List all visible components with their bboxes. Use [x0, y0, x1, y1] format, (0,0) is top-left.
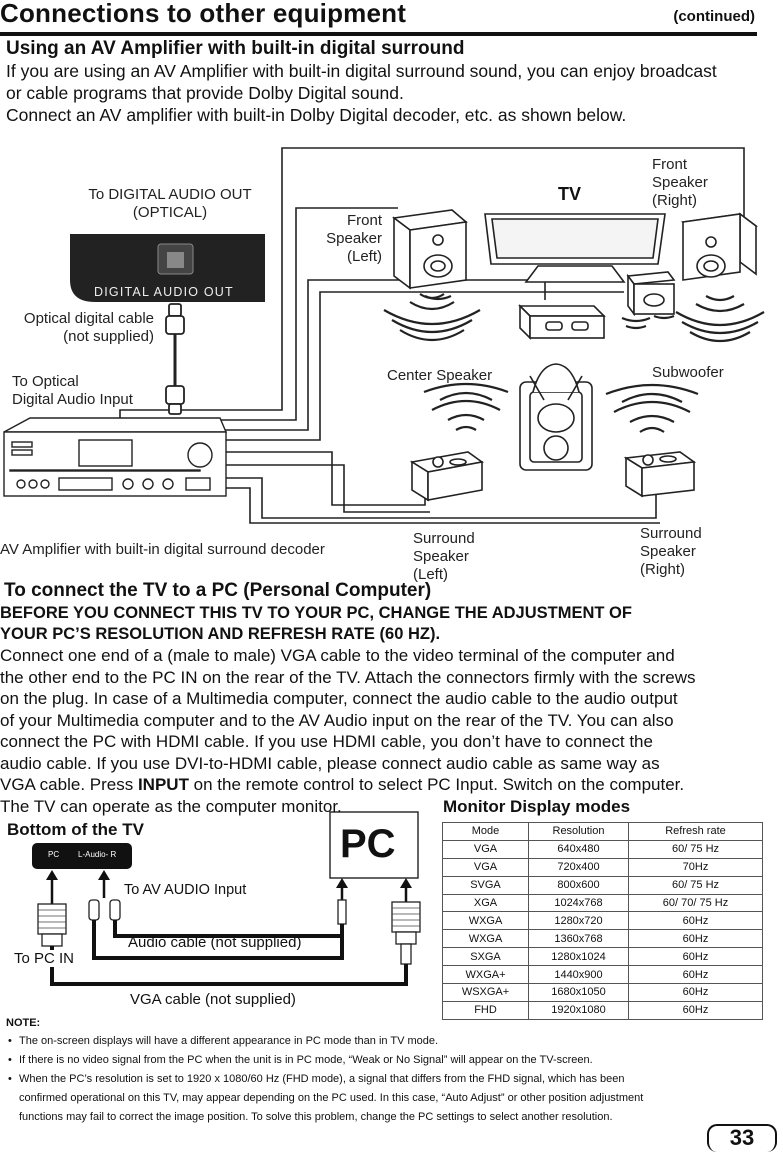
table-cell: 70Hz	[629, 858, 763, 876]
label-line: (Left)	[346, 248, 382, 265]
table-cell: 60Hz	[629, 1001, 763, 1019]
label-line: (not supplied)	[63, 328, 154, 345]
warning-line: YOUR PC’S RESOLUTION AND REFRESH RATE (60 HZ).	[0, 625, 441, 643]
label-line: Speaker	[326, 230, 382, 247]
column-header: Refresh rate	[629, 823, 763, 841]
port-pc-label: PC	[48, 850, 60, 859]
table-row	[443, 984, 763, 1002]
label-front-right	[652, 156, 708, 210]
table-row	[443, 894, 763, 912]
label-line: Surround	[413, 530, 475, 547]
subwoofer	[628, 272, 674, 314]
front-right-speaker	[683, 214, 756, 280]
label-line: (Left)	[413, 566, 449, 583]
monitor-modes-title: Monitor Display modes	[443, 797, 631, 816]
note-text: When the PC’s resolution is set to 1920 x 1080/60 Hz (FHD mode), a signal that differs from the FHD signal, which has been	[19, 1073, 625, 1085]
note-item	[8, 1032, 738, 1051]
note-title: NOTE:	[6, 1017, 41, 1029]
bullet: •	[8, 1073, 12, 1085]
note-continuation: functions may fail to correct the image position. To solve this problem, change the PC settings to select another resolution.	[19, 1111, 613, 1123]
table-row	[443, 930, 763, 948]
note-continuation: confirmed operational on this TV, may appear depending on the PC used. In this case, “Auto Adjust” or other position adjustment	[19, 1092, 644, 1104]
continued-label: (continued)	[673, 8, 755, 25]
label-line: Speaker	[640, 543, 696, 560]
table-cell: WXGA	[443, 912, 529, 930]
label-subwoofer: Subwoofer	[652, 364, 724, 381]
tv-drawing	[485, 214, 665, 282]
label-line: Speaker	[652, 174, 708, 191]
table-cell: 1360x768	[529, 930, 629, 948]
table-cell: SVGA	[443, 876, 529, 894]
label-line: (Right)	[652, 192, 698, 209]
page-number: 33	[729, 1125, 755, 1150]
table-row	[443, 948, 763, 966]
monitor-modes-table	[442, 822, 763, 1020]
text-run: VGA cable. Press	[0, 775, 138, 794]
listener-figure	[520, 364, 592, 470]
table-cell: 1680x1050	[529, 984, 629, 1002]
label-line: Digital Audio Input	[12, 391, 133, 408]
label-front-left	[300, 212, 382, 266]
label-to-digital-out	[80, 186, 260, 222]
table-row	[443, 1001, 763, 1019]
input-key-name: INPUT	[137, 775, 189, 794]
surround-right-speaker	[626, 452, 694, 496]
table-cell: 60Hz	[629, 948, 763, 966]
label-line: To Optical	[12, 373, 79, 390]
surround-left-speaker	[412, 452, 482, 500]
table-cell: WXGA	[443, 930, 529, 948]
table-cell: WSXGA+	[443, 984, 529, 1002]
pc-box-label: PC	[340, 822, 396, 866]
table-cell: 800x600	[529, 876, 629, 894]
note-item	[8, 1070, 738, 1089]
av-para-line: Connect an AV amplifier with built-in Dolby Digital decoder, etc. as shown below.	[6, 105, 627, 125]
table-cell: 60Hz	[629, 912, 763, 930]
column-header: Resolution	[529, 823, 629, 841]
table-row	[443, 966, 763, 984]
column-header: Mode	[443, 823, 529, 841]
port-audio-label: L-Audio- R	[78, 850, 117, 859]
table-cell: VGA	[443, 840, 529, 858]
bullet: •	[8, 1035, 12, 1047]
table-cell: 1440x900	[529, 966, 629, 984]
table-cell: 1280x1024	[529, 948, 629, 966]
label-line: To DIGITAL AUDIO OUT	[88, 186, 252, 203]
pc-warning	[0, 603, 770, 645]
pc-para-line: the other end to the PC IN on the rear of the TV. Attach the connectors firmly with the screws	[0, 667, 696, 687]
label-vga-cable: VGA cable (not supplied)	[130, 991, 296, 1008]
table-cell: 60Hz	[629, 930, 763, 948]
front-left-speaker	[394, 210, 466, 288]
table-cell: 60/ 70/ 75 Hz	[629, 894, 763, 912]
label-line: (Right)	[640, 561, 686, 578]
label-to-av-audio: To AV AUDIO Input	[124, 882, 247, 898]
digital-audio-out-text: DIGITAL AUDIO OUT	[94, 285, 234, 299]
label-line: (OPTICAL)	[132, 204, 208, 221]
label-amplifier: AV Amplifier with built-in digital surround decoder	[0, 541, 325, 558]
text-run: on the remote control to select PC Input. Switch on the computer.	[188, 775, 685, 794]
pc-para-line: The TV can operate as the computer monitor.	[0, 796, 342, 816]
table-cell: 60/ 75 Hz	[629, 876, 763, 894]
note-text: If there is no video signal from the PC when the unit is in PC mode, “Weak or No Signal” will appear on the TV-screen.	[19, 1054, 593, 1066]
label-surround-right	[640, 525, 702, 579]
table-cell: 60Hz	[629, 966, 763, 984]
label-audio-cable: Audio cable (not supplied)	[128, 934, 302, 951]
pc-section-paragraph	[0, 645, 770, 817]
label-bottom-of-tv: Bottom of the TV	[7, 820, 144, 839]
table-cell: SXGA	[443, 948, 529, 966]
av-para-line: If you are using an AV Amplifier with built-in digital surround sound, you can enjoy broadcast	[6, 61, 717, 81]
label-to-pc-in: To PC IN	[14, 950, 75, 967]
label-line: Optical digital cable	[23, 310, 154, 327]
label-line: Speaker	[413, 548, 469, 565]
table-cell: 1920x1080	[529, 1001, 629, 1019]
warning-line: BEFORE YOU CONNECT THIS TV TO YOUR PC, CHANGE THE ADJUSTMENT OF	[0, 604, 632, 622]
table-row	[443, 912, 763, 930]
table-cell: 60Hz	[629, 984, 763, 1002]
note-text: The on-screen displays will have a different appearance in PC mode than in TV mode.	[19, 1035, 439, 1047]
pc-section-title: To connect the TV to a PC (Personal Computer)	[4, 580, 432, 601]
av-section-title: Using an AV Amplifier with built-in digital surround	[6, 38, 465, 59]
label-center-speaker: Center Speaker	[387, 367, 493, 384]
table-row	[443, 858, 763, 876]
table-cell: 60/ 75 Hz	[629, 840, 763, 858]
pc-para-line	[0, 774, 770, 796]
label-tv: TV	[558, 184, 582, 204]
label-optical-cable	[8, 310, 154, 346]
table-cell: 1280x720	[529, 912, 629, 930]
label-to-optical-input	[12, 373, 133, 409]
pc-para-line: Connect one end of a (male to male) VGA cable to the video terminal of the computer and	[0, 646, 675, 665]
table-header-row	[443, 823, 763, 841]
bullet: •	[8, 1054, 12, 1066]
pc-para-line: connect the PC with HDMI cable. If you use HDMI cable, you don’t have to connect the	[0, 732, 653, 751]
table-row	[443, 876, 763, 894]
label-surround-left	[413, 530, 475, 584]
note-item	[8, 1051, 738, 1070]
table-cell: 1024x768	[529, 894, 629, 912]
center-speaker	[520, 306, 604, 338]
table-cell: 720x400	[529, 858, 629, 876]
table-cell: VGA	[443, 858, 529, 876]
table-cell: WXGA+	[443, 966, 529, 984]
av-para-line: or cable programs that provide Dolby Digital sound.	[6, 83, 404, 103]
label-line: Front	[346, 212, 382, 229]
table-cell: XGA	[443, 894, 529, 912]
label-line: Front	[652, 156, 688, 173]
page-title: Connections to other equipment	[0, 0, 407, 28]
table-cell: 640x480	[529, 840, 629, 858]
table-cell: FHD	[443, 1001, 529, 1019]
pc-para-line: of your Multimedia computer and to the AV Audio input on the rear of the TV. You can also	[0, 710, 674, 730]
label-line: Surround	[640, 525, 702, 542]
amplifier-box	[4, 418, 226, 496]
pc-para-line: audio cable. If you use DVI-to-HDMI cable, please connect audio cable as same way as	[0, 753, 660, 773]
table-row	[443, 840, 763, 858]
pc-para-line: on the plug. In case of a Multimedia computer, connect the audio cable to the audio output	[0, 689, 678, 708]
